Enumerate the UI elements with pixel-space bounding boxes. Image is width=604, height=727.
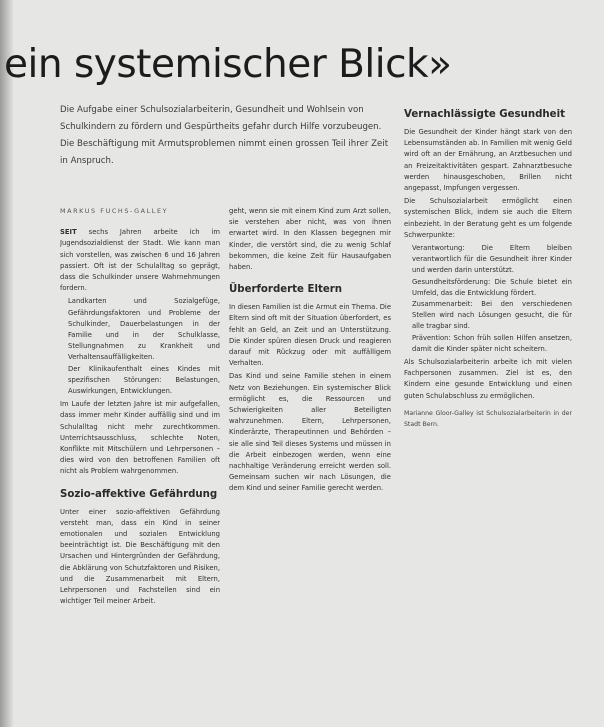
section-heading: Vernachlässigte Gesundheit xyxy=(404,109,565,120)
body-paragraph: In diesen Familien ist die Armut ein Thema. Die Eltern sind oft mit der Situation überfordert, es fehlt an Geld, an Zeit und an Unterstützung. Die Kinder spüren diesen Druck und reagieren darauf mit Rückzug oder mit auffälligem Verhalten. xyxy=(229,303,391,368)
body-paragraph: Das Kind und seine Familie stehen in einem Netz von Beziehungen. Ein systemischer Blick ermöglicht es, die Ressourcen und Schwierigkeiten aller Beteiligten wahrzunehmen. Eltern, Lehrpersonen, Kinderärzte, Therapeutinnen und Behörden – sie alle sind Teil dieses Systems und müssen in die Arbeit einbezogen werden, wenn eine nachhaltige Veränderung erreicht werden soll. Gemeinsam suchen wir nach Lösungen, die dem Kind und seiner Familie gerecht werden. xyxy=(229,372,391,493)
bullet-item: • Verantwortung: Die Eltern bleiben verantwortlich für die Gesundheit ihrer Kinder und werden darin unterstützt. xyxy=(412,243,572,277)
article-lead: Die Aufgabe einer Schulsozialarbeiterin, Gesundheit und Wohlsein von Schulkindern zu fördern und Gespürtheits gefahr durch Hilfe vorzubeugen. Die Beschäftigung mit Armutsproblemen nimmt einen grossen Teil ihrer Zeit in Anspruch. xyxy=(60,105,389,166)
bullet-item: • Prävention: Schon früh sollen Hilfen ansetzen, damit die Kinder später nicht scheitern. xyxy=(412,333,572,355)
body-paragraph: Die Gesundheit der Kinder hängt stark von den Lebensumständen ab. In Familien mit wenig Geld wird oft an der Ernährung, an Arztbesuchen und an Freizeitaktivitäten gespart. Zahnarztbesuche werden hinausgeschoben, Brillen nicht angepasst, Impfungen vergessen. xyxy=(404,128,572,193)
bullet-list xyxy=(404,243,572,355)
intro-text: sechs Jahren arbeite ich im Jugendsozialdienst der Stadt. Wie kann man sich vorstellen, was zwischen 6 und 16 Jahren passiert. Oft ist der Schulalltag so geprägt, dass die Schulkinder unsere Wahrnehmungen fordern. xyxy=(60,228,220,293)
section-heading: Sozio-affektive Gefährdung xyxy=(60,488,218,500)
column-1 xyxy=(60,206,220,727)
intro-paragraph xyxy=(60,227,220,294)
scan-edge-shadow xyxy=(0,0,14,727)
intro-lead-word: SEIT xyxy=(60,228,77,237)
body-paragraph: Als Schulsozialarbeiterin arbeite ich mit vielen Fachpersonen zusammen. Ziel ist es, den Kindern eine gesunde Entwicklung und einen guten Schulabschluss zu ermöglichen. xyxy=(404,358,572,400)
bullet-list xyxy=(60,296,220,397)
column-3 xyxy=(404,108,572,727)
section-heading: Überforderte Eltern xyxy=(229,284,343,296)
body-paragraph: Im Laufe der letzten Jahre ist mir aufgefallen, dass immer mehr Kinder auffällig sind und im Schulalltag nicht mehr zurechtkommen. Unterrichtsausschluss, schlechte Noten, Konflikte mit Mitschülern und Lehrpersonen – dies wird von den betroffenen Familien oft nicht als Problem wahrgenommen. xyxy=(60,400,220,476)
body-paragraph: Unter einer sozio-affektiven Gefährdung versteht man, dass ein Kind in seiner emotionalen und sozialen Entwicklung beeinträchtigt ist. Die Beschäftigung mit den Ursachen und Hintergründen der Gefährdung, die Abklärung von Schutzfaktoren und Risiken, und die Zusammenarbeit mit Eltern, Lehrpersonen und Fachstellen sind ein wichtiger Teil meiner Arbeit. xyxy=(60,507,220,606)
author-note: Marianne Gloor-Galley ist Schulsozialarbeiterin in der Stadt Bern. xyxy=(404,409,572,429)
body-paragraph: Die Schulsozialarbeit ermöglicht einen systemischen Blick, indem sie auch die Eltern einbezieht. In der Beratung geht es um folgende Schwerpunkte: xyxy=(404,197,572,239)
bullet-item: • Zusammenarbeit: Bei den verschiedenen Stellen wird nach Lösungen gesucht, die für alle tragbar sind. xyxy=(412,299,572,333)
bullet-item: • Landkarten und Sozialgefüge, Gefährdungsfaktoren und Probleme der Schulkinder, Dauerbelastungen in der Familie und in der Schulklasse, Stellungnahmen zu Krankheit und Verhaltensauffälligkeiten. xyxy=(68,296,220,363)
bullet-item: • Der Klinikaufenthalt eines Kindes mit spezifischen Störungen: Belastungen, Auswirkungen, Entwicklungen. xyxy=(68,364,220,398)
author-byline: MARKUS FUCHS-GALLEY xyxy=(60,207,169,215)
article-headline: ein systemischer Blick» xyxy=(4,42,452,87)
column-2 xyxy=(229,206,391,727)
body-paragraph: geht, wenn sie mit einem Kind zum Arzt sollen, sie verstehen aber nicht, was von ihnen erwartet wird. In den Klassen begegnen mir Kinder, die verstört sind, die zu wenig Schlaf bekommen, die keine Zeit für Hausaufgaben haben. xyxy=(229,207,391,272)
bullet-item: • Gesundheitsförderung: Die Schule bietet ein Umfeld, das die Entwicklung fördert. xyxy=(412,277,572,299)
